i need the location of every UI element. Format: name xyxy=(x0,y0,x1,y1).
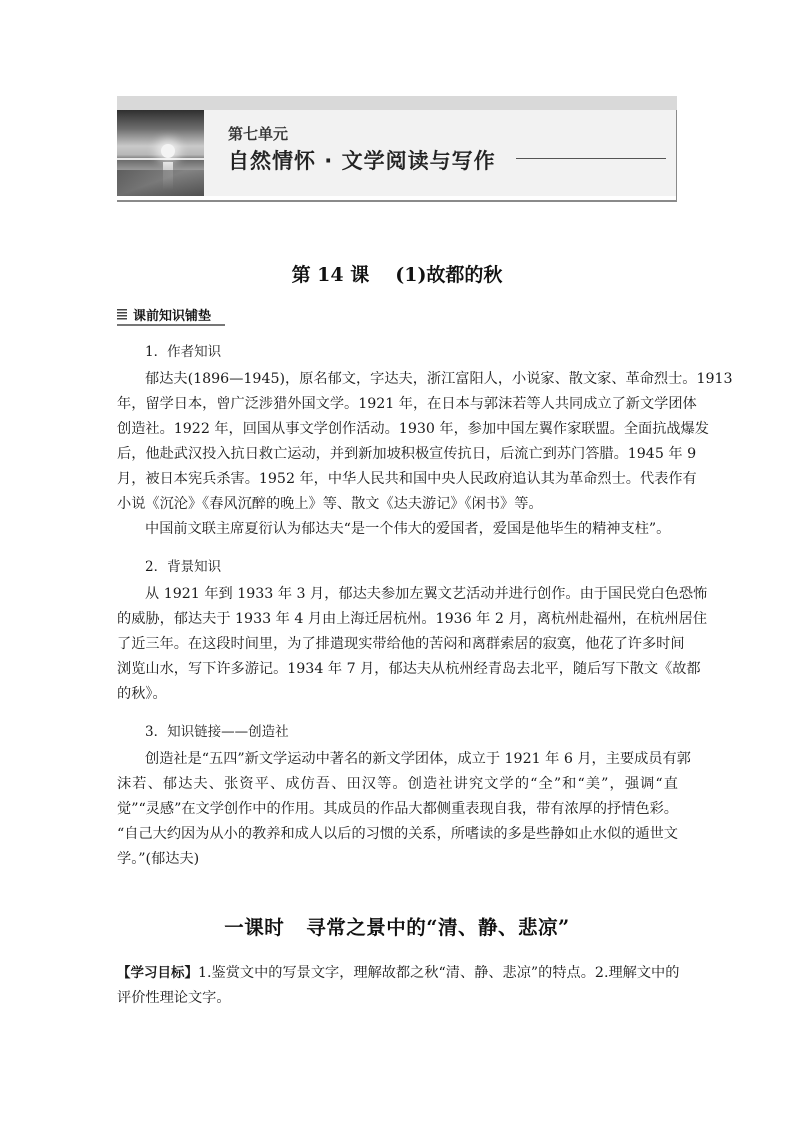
paragraph-line: 沫若、郁达夫、张资平、成仿吾、田汉等。创造社讲究文学的“全”和“美”，强调“直 xyxy=(117,776,678,792)
unit-label: 第七单元 xyxy=(228,125,289,143)
paragraph-line: 学。”(郁达夫) xyxy=(117,851,200,867)
learning-goals-continued: 评价性理论文字。 xyxy=(117,990,231,1006)
class-period-label: 一课时 xyxy=(224,916,285,939)
paragraph-line: 从 1921 年到 1933 年 3 月，郁达夫参加左翼文艺活动并进行创作。由于国民党白色恐怖 xyxy=(145,586,708,602)
knowledge-link-heading: 3．知识链接——创造社 xyxy=(145,724,289,740)
paragraph-line: 后，他赴武汉投入抗日救亡运动，并到新加坡积极宣传抗日，后流亡到苏门答腊。1945 年 9 xyxy=(117,446,697,462)
lesson-number: 第 14 课 xyxy=(291,264,370,286)
learning-goals xyxy=(117,963,678,983)
author-knowledge-heading: 1．作者知识 xyxy=(145,344,222,360)
paragraph-line: 创造社是“五四”新文学运动中著名的新文学团体，成立于 1921 年 6 月，主要成员有郭 xyxy=(145,751,691,767)
lesson-name: (1)故都的秋 xyxy=(395,264,503,286)
paragraph-line: 觉”“灵感”在文学创作中的作用。其成员的作品大都侧重表现自我，带有浓厚的抒情色彩。 xyxy=(117,801,678,817)
paragraph-line: 创造社。1922 年，回国从事文学创作活动。1930 年，参加中国左翼作家联盟。全面抗战爆发 xyxy=(117,421,709,437)
paragraph-line: 中国前文联主席夏衍认为郁达夫“是一个伟大的爱国者，爱国是他毕生的精神支柱”。 xyxy=(145,521,671,537)
paragraph-line: “自己大约因为从小的教养和成人以后的习惯的关系，所嗜读的多是些静如止水似的遁世文 xyxy=(117,826,678,842)
learning-goals-text: 1.鉴赏文中的写景文字，理解故都之秋“清、静、悲凉”的特点。2.理解文中的 xyxy=(198,965,680,981)
unit-title: 自然情怀 · 文学阅读与写作 xyxy=(228,149,496,173)
paragraph-line: 的秋》。 xyxy=(117,686,167,702)
learning-goals-tag: 【学习目标】 xyxy=(117,965,198,981)
paragraph-line: 月，被日本宪兵杀害。1952 年，中华人民共和国中央人民政府追认其为革命烈士。代表作有 xyxy=(117,471,697,487)
section-title: 课前知识铺垫 xyxy=(133,309,212,324)
paragraph-line: 浏览山水，写下许多游记。1934 年 7 月，郁达夫从杭州经青岛去北平，随后写下散文《故都 xyxy=(117,661,701,677)
paragraph-line: 小说《沉沦》《春风沉醉的晚上》等、散文《达夫游记》《闲书》等。 xyxy=(117,496,543,512)
paragraph-line: 了近三年。在这段时间里，为了排遣现实带给他的苦闷和离群索居的寂寞，他花了许多时间 xyxy=(117,636,685,652)
class-period-title xyxy=(0,912,794,940)
background-knowledge-heading: 2．背景知识 xyxy=(145,559,222,575)
paragraph-line: 年，留学日本，曾广泛涉猎外国文学。1921 年，在日本与郭沫若等人共同成立了新文学团体 xyxy=(117,396,697,412)
class-period-theme: 寻常之景中的“清、静、悲凉” xyxy=(306,916,570,939)
paragraph-line: 郁达夫(1896—1945)，原名郁文，字达夫，浙江富阳人，小说家、散文家、革命烈士。1913 xyxy=(145,371,733,387)
paragraph-line: 的威胁，郁达夫于 1933 年 4 月由上海迁居杭州。1936 年 2 月，离杭州赴福州，在杭州居住 xyxy=(117,611,708,627)
